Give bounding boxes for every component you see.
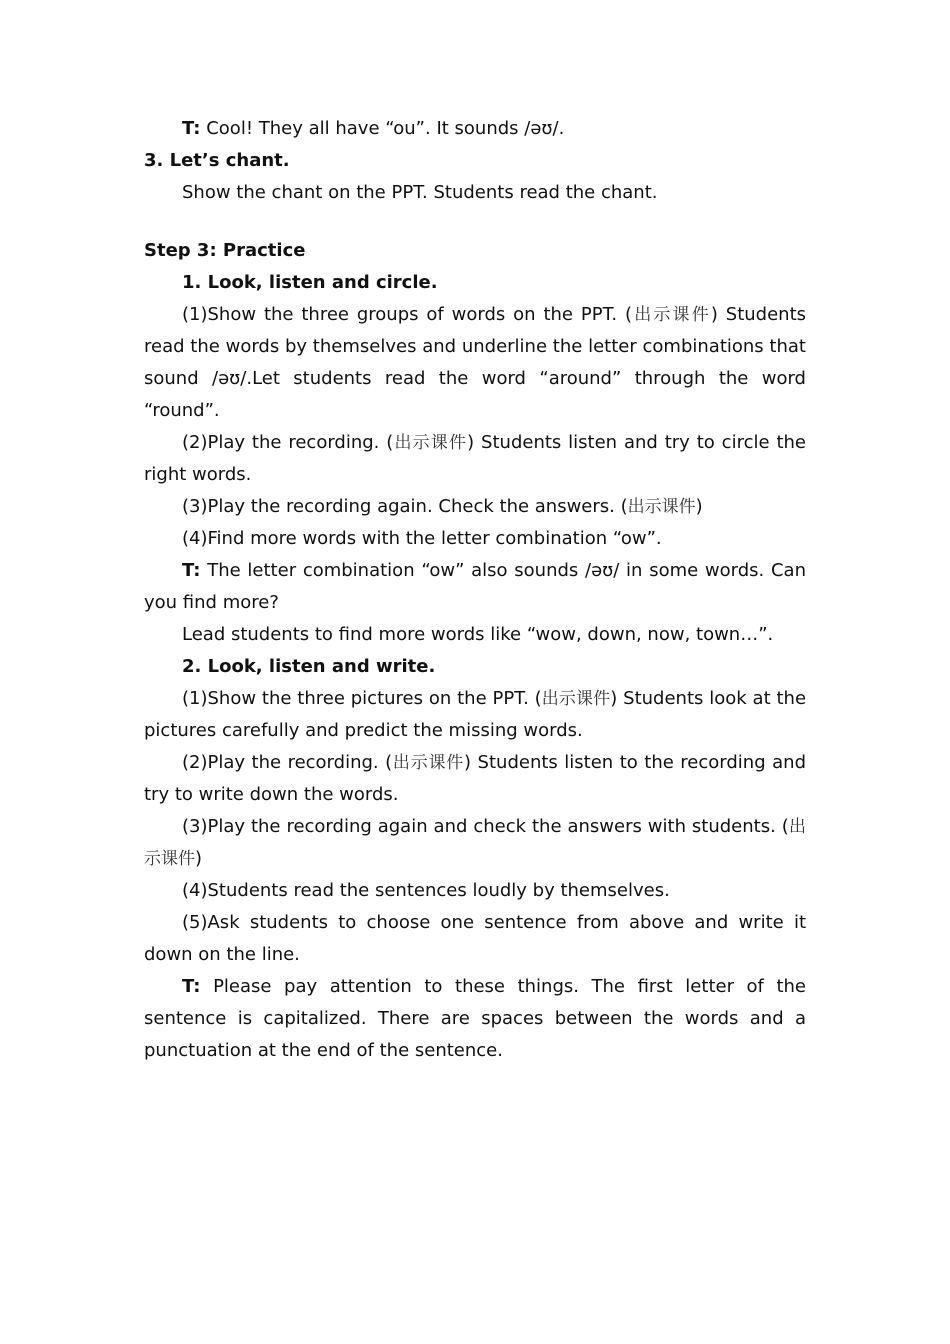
courseware-note: 出示课件 — [144, 817, 806, 869]
instruction-text: ) — [195, 848, 203, 869]
instruction-1-4: (4)Find more words with the letter combination “ow”. — [182, 528, 662, 549]
teacher-line-cool — [144, 113, 806, 145]
speaker-label: T: — [182, 560, 201, 581]
heading-lets-chant: 3. Let’s chant. — [144, 150, 290, 171]
teacher-line-ow — [144, 555, 806, 619]
courseware-note: 出示课件 — [392, 753, 465, 773]
instruction-text: ) Students look at the pictures carefully and predict the missing words. — [144, 688, 807, 741]
step-3-heading: Step 3: Practice — [144, 240, 306, 261]
instruction-1-1 — [144, 299, 806, 427]
courseware-note: 出示课件 — [541, 689, 611, 709]
instruction-text: ) Students read the words by themselves and underline the letter combinations that sound /əʊ/.Let students read the word “around” through the word “round”. — [144, 304, 806, 421]
instruction-2-4: (4)Students read the sentences loudly by themselves. — [182, 880, 670, 901]
instruction-text: (1)Show the three groups of words on the PPT. ( — [182, 304, 633, 325]
instruction-2-5: (5)Ask students to choose one sentence from above and write it down on the line. — [144, 912, 806, 965]
chant-instruction: Show the chant on the PPT. Students read the chant. — [182, 182, 658, 203]
instruction-1-3 — [144, 491, 806, 523]
speaker-label: T: — [182, 118, 201, 139]
courseware-note: 出示课件 — [627, 497, 696, 517]
teacher-speech: Cool! They all have “ou”. It sounds /əʊ/. — [200, 118, 565, 139]
courseware-note: 出示课件 — [632, 305, 711, 325]
section-gap — [144, 209, 806, 235]
instruction-text: (2)Play the recording. ( — [182, 752, 393, 773]
instruction-1-2 — [144, 427, 806, 491]
teacher-speech: The letter combination “ow” also sounds /əʊ/ in some words. Can you find more? — [144, 560, 806, 613]
teacher-speech: Please pay attention to these things. The first letter of the sentence is capitalized. There are spaces between the words and a punctuation at the end of the sentence. — [144, 976, 806, 1061]
instruction-text: ) Students listen and try to circle the right words. — [144, 432, 806, 485]
instruction-text: (2)Play the recording. ( — [182, 432, 394, 453]
instruction-text: ) Students listen to the recording and try to write down the words. — [144, 752, 806, 805]
lead-students-line: Lead students to find more words like “wow, down, now, town…”. — [182, 624, 774, 645]
subheading-look-listen-circle: 1. Look, listen and circle. — [182, 272, 438, 293]
courseware-note: 出示课件 — [393, 433, 468, 453]
speaker-label: T: — [182, 976, 201, 997]
instruction-text: (1)Show the three pictures on the PPT. ( — [182, 688, 542, 709]
subheading-look-listen-write: 2. Look, listen and write. — [182, 656, 436, 677]
teacher-line-attention — [144, 971, 806, 1067]
instruction-2-3 — [144, 811, 806, 875]
instruction-2-2 — [144, 747, 806, 811]
instruction-text: (3)Play the recording again. Check the answers. ( — [182, 496, 628, 517]
instruction-2-1 — [144, 683, 806, 747]
instruction-text: (3)Play the recording again and check the answers with students. ( — [182, 816, 789, 837]
instruction-text: ) — [695, 496, 703, 517]
lesson-text — [144, 113, 806, 1067]
